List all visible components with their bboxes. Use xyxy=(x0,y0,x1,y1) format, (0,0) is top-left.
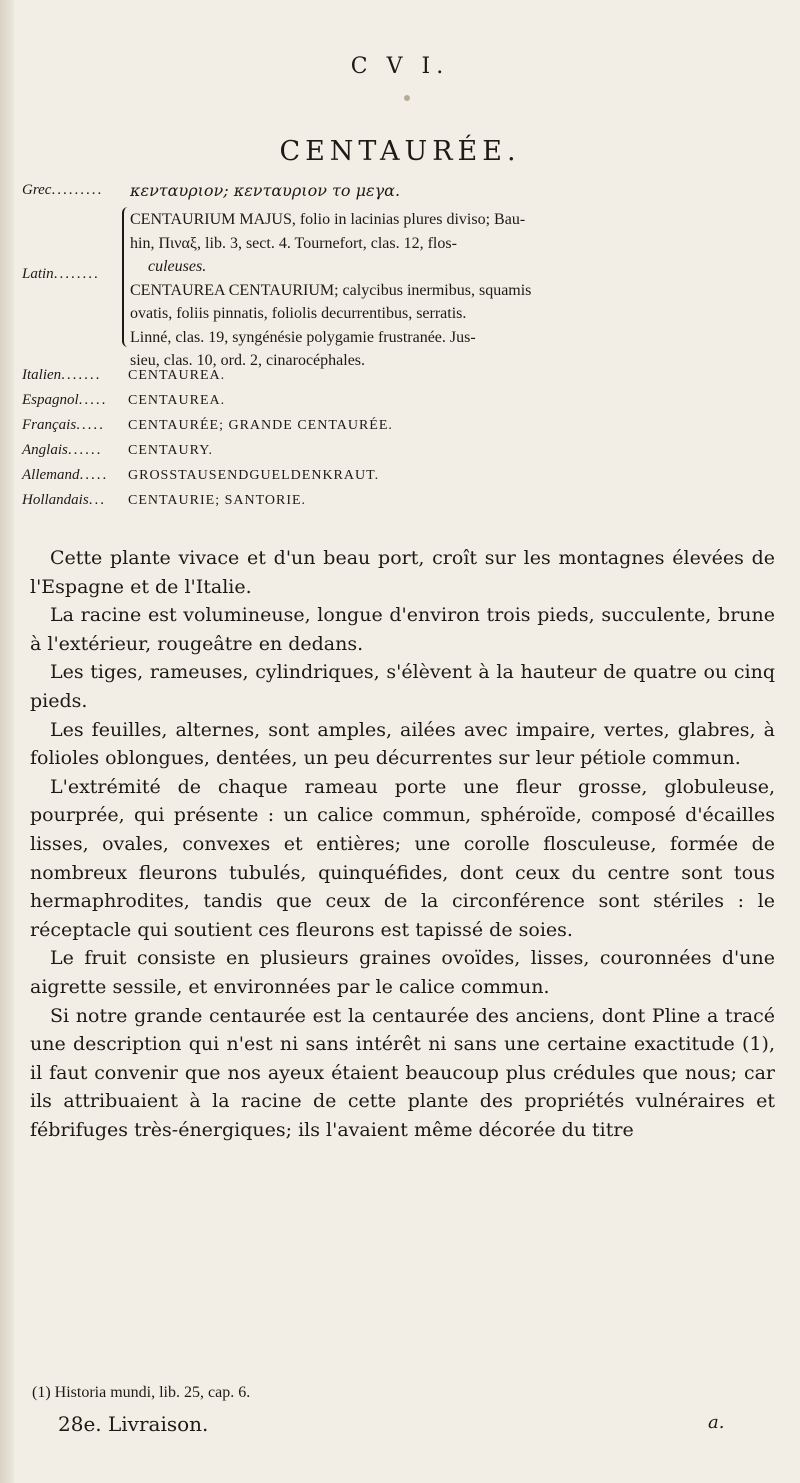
name-label-latin: Latin........ xyxy=(22,266,100,282)
paragraph: Les tiges, rameuses, cylindriques, s'élèvent à la hauteur de quatre ou cinq pieds. xyxy=(30,661,775,712)
name-label-hollandais: Hollandais... xyxy=(22,492,106,508)
footnote: (1) Historia mundi, lib. 25, cap. 6. xyxy=(32,1384,251,1401)
name-label-francais: Français..... xyxy=(22,417,105,433)
name-value-espagnol: CENTAUREA. xyxy=(128,393,226,408)
lang-label: Anglais xyxy=(22,442,68,458)
latin-line: CENTAURIUM MAJUS, folio in lacinias plures diviso; Bau- xyxy=(130,211,526,228)
name-value-allemand: GROSSTAUSENDGUELDENKRAUT. xyxy=(128,468,380,483)
latin-block xyxy=(130,208,780,373)
signature-letter: a. xyxy=(708,1412,725,1433)
name-value-italien: CENTAUREA. xyxy=(128,368,226,383)
ornament-dot xyxy=(404,95,410,101)
greek-name: κενταυριον; κενταυριον το μεγα. xyxy=(130,181,401,200)
greek-label: Grec xyxy=(22,182,52,198)
paragraph: Si notre grande centaurée est la centaurée des anciens, dont Pline a tracé une description qui n'est ni sans intérêt ni sans une certaine exactitude (1), il faut convenir que nos ayeux étaient beaucoup plus crédules que nous; car ils attribuaient à la racine de cette plante des propriétés vulnéraires et fébrifuges très-énergiques; ils l'avaient même décorée du titre xyxy=(30,1004,775,1141)
paragraph: L'extrémité de chaque rameau porte une fleur grosse, globuleuse, pourprée, qui présente : un calice commun, sphéroïde, composé d'écailles lisses, ovales, convexes et entières; une corolle flosculeuse, formée de nombreux fleurons tubulés, quinquéfides, dont ceux du centre sont tous hermaphrodites, tandis que ceux de la circonférence sont stériles : le réceptacle qui soutient ces fleurons est tapissé de soies. xyxy=(30,775,775,941)
latin-line: Linné, clas. 19, syngénésie polygamie frustranée. Jus- xyxy=(130,328,476,346)
lang-label: Hollandais xyxy=(22,492,89,508)
name-label-anglais: Anglais...... xyxy=(22,442,103,458)
paragraph: La racine est volumineuse, longue d'environ trois pieds, succulente, brune à l'extérieur, rougeâtre en dedans. xyxy=(30,604,775,655)
name-label-espagnol: Espagnol..... xyxy=(22,392,108,408)
name-value-francais: CENTAURÉE; GRANDE CENTAURÉE. xyxy=(128,418,393,433)
lang-label: Italien xyxy=(22,367,62,383)
lang-label: Allemand xyxy=(22,467,80,483)
name-value-anglais: CENTAURY. xyxy=(128,443,214,458)
chapter-number: C V I. xyxy=(350,54,450,79)
latin-line: ovatis, foliis pinnatis, foliolis decurrentibus, serratis. xyxy=(130,305,467,322)
lang-label: Français xyxy=(22,417,77,433)
latin-line: hin, Πιναξ, lib. 3, sect. 4. Tournefort, clas. 12, flos- xyxy=(130,234,457,252)
paragraph: Le fruit consiste en plusieurs graines ovoïdes, lisses, couronnées d'une aigrette sessile, et environnées par le calice commun. xyxy=(30,947,775,998)
latin-line: sieu, clas. 10, ord. 2, cinarocéphales. xyxy=(130,352,366,369)
latin-line: culeuses. xyxy=(148,258,207,275)
latin-line: CENTAUREA CENTAURIUM; calycibus inermibus, squamis xyxy=(130,281,532,299)
lang-label: Espagnol xyxy=(22,392,79,408)
page-title: CENTAURÉE. xyxy=(279,136,521,167)
paragraph: Cette plante vivace et d'un beau port, croît sur les montagnes élevées de l'Espagne et de l'Italie. xyxy=(30,547,775,598)
signature-mark: 28e. Livraison. xyxy=(58,1412,209,1436)
latin-brace xyxy=(122,207,130,347)
name-value-hollandais: CENTAURIE; SANTORIE. xyxy=(128,493,307,508)
name-label-italien: Italien....... xyxy=(22,367,102,383)
page-edge xyxy=(0,0,14,1483)
name-label-allemand: Allemand..... xyxy=(22,467,109,483)
paragraph: Les feuilles, alternes, sont amples, ailées avec impaire, vertes, glabres, à folioles oblongues, dentées, un peu décurrentes sur leur pétiole commun. xyxy=(30,718,775,770)
body-text xyxy=(30,544,775,1144)
name-label-greek: Grec......... xyxy=(22,182,104,198)
latin-label: Latin xyxy=(22,266,54,282)
